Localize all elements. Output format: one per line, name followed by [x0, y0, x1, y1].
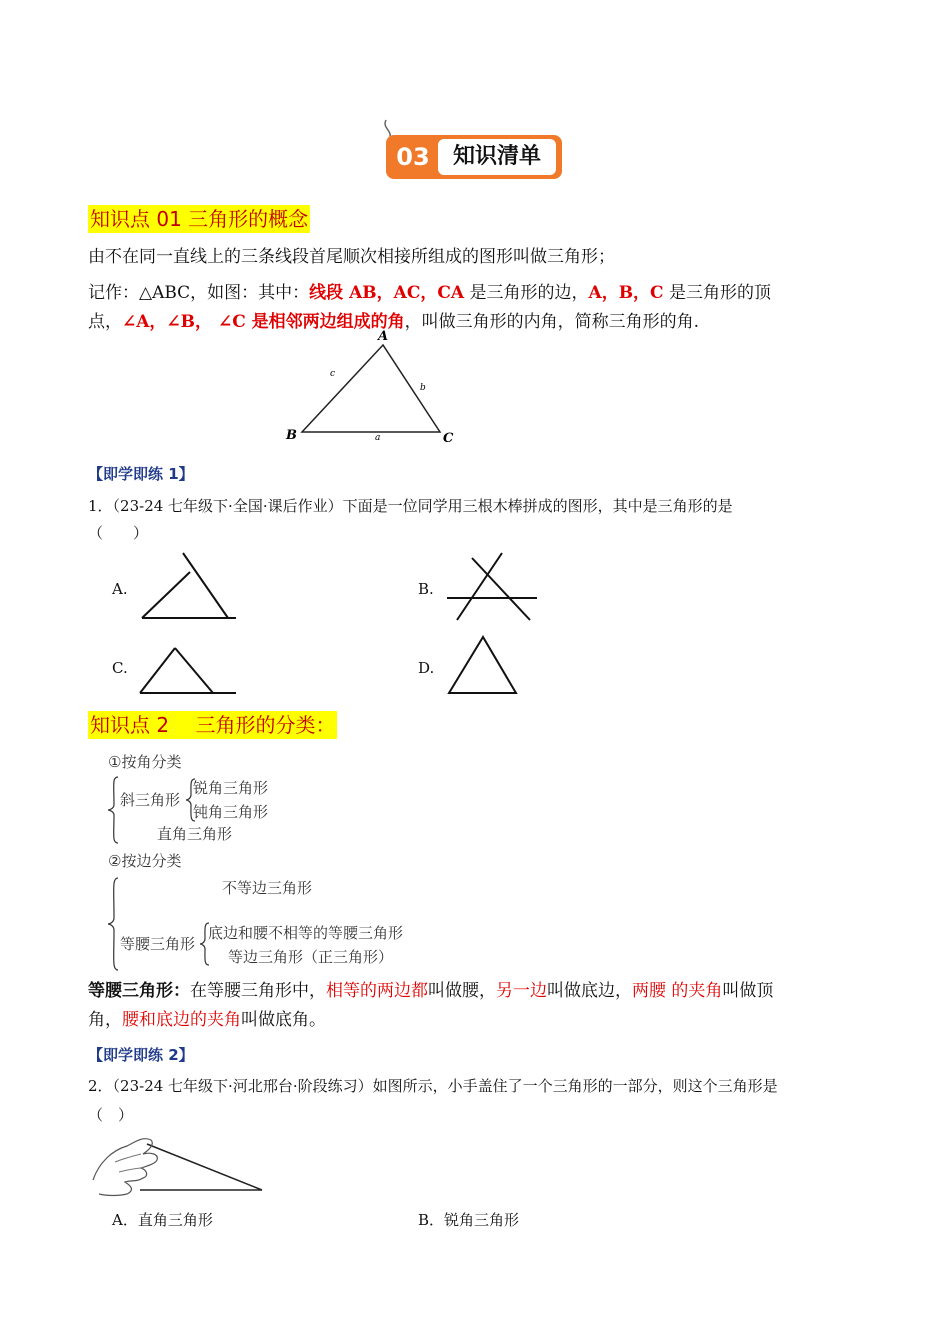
- notation-text-4: 点，: [88, 312, 122, 332]
- right-triangle: 直角三角形: [157, 825, 233, 843]
- practice2-label: 【即学即练 2】: [88, 1046, 194, 1064]
- by-side-title: ②按边分类: [108, 852, 182, 870]
- side-b-label: b: [420, 383, 426, 393]
- option-d-label: D.: [418, 659, 435, 677]
- notation-vertices: A，B，C: [588, 283, 664, 303]
- iso-term: 等腰三角形：: [88, 981, 190, 1001]
- option-b-figure: [442, 550, 542, 625]
- notation-text-1: 记作：△ABC，如图：其中：: [88, 283, 310, 303]
- notation-text-2: 是三角形的边，: [464, 283, 589, 303]
- equilateral-triangle: 等边三角形（正三角形）: [228, 948, 394, 966]
- by-angle-title: ①按角分类: [108, 753, 182, 771]
- option-c-label: C.: [112, 659, 128, 677]
- side-a-label: a: [375, 433, 381, 443]
- practice2-question: 2．（23-24 七年级下·河北邢台·阶段练习）如图所示，小手盖住了一个三角形的一部分，则这个三角形是: [88, 1077, 778, 1095]
- vertex-c-label: C: [443, 431, 454, 446]
- iso-text-1: 在等腰三角形中，: [190, 981, 326, 1001]
- section-banner: [380, 118, 570, 188]
- side-c-label: c: [330, 369, 336, 379]
- iso-text-3: 叫做底边，: [547, 981, 632, 1001]
- iso-text-2: 叫做腰，: [428, 981, 496, 1001]
- banner-title: 知识清单: [438, 139, 556, 175]
- iso-text-6: 叫做底角。: [241, 1010, 326, 1030]
- notation-sides: 线段 AB，AC，CA: [309, 283, 465, 303]
- kp2-heading: 知识点 2 三角形的分类：: [90, 713, 336, 737]
- iso-text-4: 叫做顶: [722, 981, 774, 1001]
- oblique-triangle: 斜三角形: [120, 791, 181, 809]
- iso-apex-angle: 两腰 的夹角: [632, 981, 723, 1001]
- option-c-figure: [135, 643, 245, 698]
- kp1-definition: 由不在同一直线上的三条线段首尾顺次相接所组成的图形叫做三角形；: [88, 247, 615, 267]
- iso-non-equilateral: 底边和腰不相等的等腰三角形: [208, 924, 404, 942]
- notation-angles: ∠A，∠B， ∠C 是相邻两边组成的角: [122, 312, 405, 332]
- practice2-option-b: B．锐角三角形: [418, 1211, 520, 1229]
- option-b-label: B.: [418, 580, 434, 598]
- banner-number: 03: [396, 143, 430, 171]
- iso-base-angle: 腰和底边的夹角: [122, 1010, 241, 1030]
- banner-badge: [386, 135, 562, 179]
- acute-triangle: 锐角三角形: [193, 779, 269, 797]
- by-angle-brace-icon: [106, 775, 126, 845]
- by-side-brace-icon: [106, 876, 126, 972]
- iso-base: 另一边: [496, 981, 547, 1001]
- scalene-triangle: 不等边三角形: [222, 879, 313, 897]
- iso-legs: 相等的两边都: [326, 981, 428, 1001]
- option-a-label: A.: [112, 580, 128, 598]
- triangle-abc-figure: [280, 328, 480, 448]
- option-a-figure: [135, 550, 245, 625]
- notation-text-3: 是三角形的顶: [663, 283, 771, 303]
- hand-covered-triangle-figure: [85, 1132, 275, 1202]
- kp1-heading: 知识点 01 三角形的概念: [90, 207, 309, 231]
- obtuse-triangle: 钝角三角形: [193, 803, 269, 821]
- isosceles-triangle: 等腰三角形: [120, 935, 196, 953]
- isosceles-definition: [88, 977, 868, 1035]
- option-d-figure: [445, 634, 525, 699]
- vertex-b-label: B: [286, 428, 297, 443]
- practice1-question: 1．（23-24 七年级下·全国·课后作业）下面是一位同学用三根木棒拼成的图形，其中是三角形的是: [88, 497, 733, 515]
- notation-text-5: ，叫做三角形的内角，简称三角形的角.: [404, 312, 700, 332]
- practice1-paren: （ ）: [88, 524, 149, 542]
- vertex-a-label: A: [378, 329, 389, 344]
- practice2-paren: （ ）: [88, 1106, 134, 1124]
- practice2-option-a: A．直角三角形: [112, 1211, 213, 1229]
- iso-text-5: 角，: [88, 1010, 122, 1030]
- practice1-label: 【即学即练 1】: [88, 465, 194, 483]
- hand-icon: [93, 1139, 157, 1196]
